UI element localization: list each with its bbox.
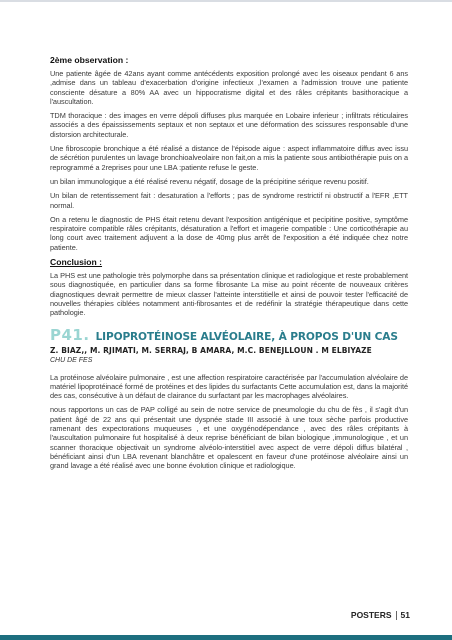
observation-heading: 2ème observation : [50, 55, 129, 65]
conclusion-paragraph: La PHS est une pathologie très polymorphe dans sa présentation clinique et radiologique et reste probablement sous diagnostiquée, en particulier dans sa forme fibrosante La mise au point récente de nouveaux critères diagnostiques devrait permettre de mieux classer l'atteinte interstitielle et ainsi de pouvoir tester l'efficacité de nouvelles thérapies ciblées notamment anti-fibrosantes et de redéfinir la stratégie thérapeutique dans cette pathologie. [50, 271, 408, 318]
observation-paragraph-6: On a retenu le diagnostic de PHS était retenu devant l'exposition antigénique et pecipitine positive, symptôme respiratoire compatible râles crépitants, désaturation a l'effort et imagerie compatible : Une corticothérapie au long court avec traitement adjuvent a la dose de 40mg plus arrêt de l'exposition a été indiquée chez notre patiente. [50, 214, 408, 252]
page-content [50, 55, 408, 476]
observation-paragraph-4: un bilan immunologique a été réalisé revenu négatif, dosage de la précipitine sérique revenu positif. [50, 176, 369, 186]
page-number: 51 [400, 610, 410, 620]
observation-paragraph-3: Une fibroscopie bronchique a été réalisé a distance de l'épisode aigue : aspect inflammatoire diffus avec issu de sécrétion purulentes un lavage bronchioalveolaire non fait,on a mis la patiente sous antibiothérapie puis on a reprogrammé a 2reprises pour une LBA :patiente refuse le geste. [50, 144, 408, 172]
footer-section-label: POSTERS [350, 610, 392, 620]
observation-paragraph-5: Un bilan de retentissement fait : desaturation a l'efforts ; pas de syndrome restrictif ni obstructif a l'EFR ,ETT normal. [50, 191, 408, 210]
footer-bar [0, 635, 452, 640]
poster-paragraph-2: nous rapportons un cas de PAP colligé au sein de notre service de pneumologie du chu de fès , il s'agit d'un patient âgé de 22 ans qui présentait une dyspnée stade III associé à une toux sèche parfois productive ramenant des expectorations muqueuses , et une oxygénodépendance , avec des râles crépitants à l'auscultation pulmonaire fut hospitalisé à deux reprise bénéficiant de bilan biologique ,immunologique , et un scanner thoracique objectivait un syndrome alvéolo-interstitiel avec aspect de verre dépoli diffus bilatéral , bénéficiant ainsi d'un LBA revenant blanchâtre et opalescent en faveur d'une protéinose alvéolaire ainsi un grand lavage a été réalisé avec une bonne évolution clinique et radiologique. [50, 405, 408, 471]
observation-paragraph-2: TDM thoracique : des images en verre dépoli diffuses plus marquée en Lobaire inferieur ; infiltrats réticulaires associés a des épaississements septaux et non septaux et une déformation des scissures responsable d'une distorsion architecturale. [50, 111, 408, 139]
footer-divider [396, 611, 397, 620]
poster-header [50, 326, 408, 344]
poster-number: P41. [50, 325, 90, 344]
poster-authors: Z. BIAZ,, M. RJIMATI, M. SERRAJ, B AMARA, M.C. BENEJLLOUN . M ELBIYAZE [50, 345, 372, 355]
poster-title: LIPOPROTÉINOSE ALVÉOLAIRE, À PROPOS D'UN CAS [95, 330, 398, 343]
poster-paragraph-1: La protéinose alvéolaire pulmonaire , est une affection respiratoire caractérisée par l'accumulation alvéolaire de matériel lipoprotéinacé formé de protéines et des lipides du surfactants Cette accumulation est, dans la majorité des cas, consécutive à un défaut de clairance du surfactant par les macrophages alvéolaires. [50, 372, 408, 401]
page-footer [351, 610, 410, 620]
poster-affiliation: CHU DE FES [50, 356, 93, 364]
top-border [0, 0, 452, 2]
observation-paragraph-1: Une patiente âgée de 42ans ayant comme antécédents exposition prolongé avec les oiseaux pendant 6 ans ,admise dans un tableau d'exacerbation d'origine infectieux ,l'examen a l'admission trouve une patiente consciente désature a 80% AA avec un hippocratisme digital et des râles crépitants basithoracique a l'auscultation. [50, 69, 408, 106]
conclusion-heading: Conclusion : [50, 257, 103, 268]
